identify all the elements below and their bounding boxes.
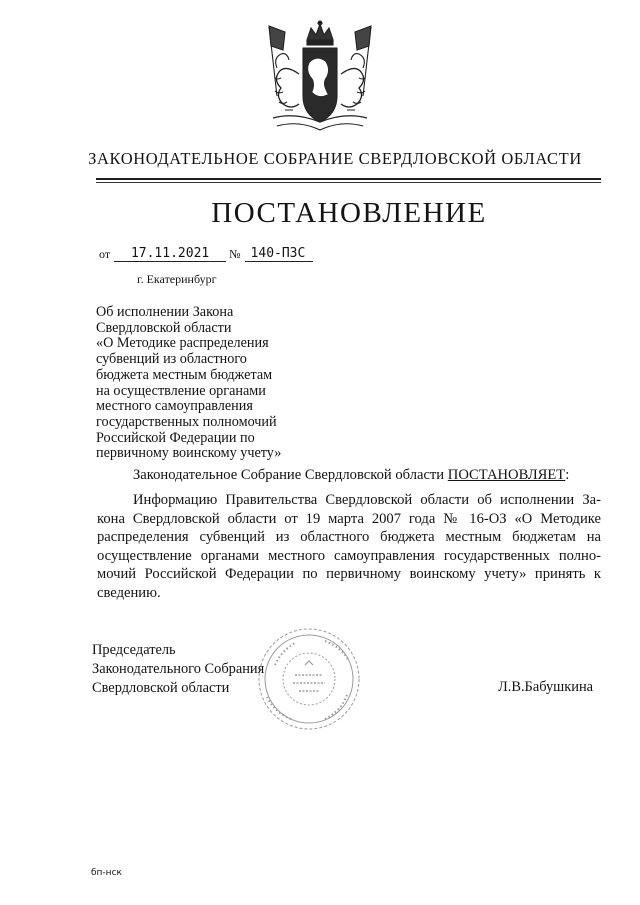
position-line: Свердловской области (92, 680, 230, 696)
paragraph-line: Информацию Правительства Свердловской области об исполнении За- (133, 492, 601, 508)
organization-name: ЗАКОНОДАТЕЛЬНОЕ СОБРАНИЕ СВЕРДЛОВСКОЙ ОБЛАСТИ (88, 149, 582, 168)
document-type-title: ПОСТАНОВЛЕНИЕ (211, 197, 487, 229)
decree-punct: : (565, 467, 570, 483)
paragraph-line: осуществление органами местного самоуправления государственных полно- (97, 547, 601, 564)
subject-line: на осуществление органами (96, 382, 266, 399)
coat-of-arms-icon (255, 18, 385, 136)
subject-line: «О Методике распределения (96, 335, 269, 352)
document-date: 17.11.2021 (114, 246, 226, 262)
decree-verb: ПОСТАНОВЛЯЕТ (447, 467, 566, 483)
position-line: Председатель (92, 642, 176, 658)
position-line: Законодательного Собрания (92, 661, 265, 677)
paragraph-line: распределения субвенций из областного бюджета местным бюджетам на (97, 529, 601, 546)
paragraph-line: кона Свердловской области от 19 марта 2007 года № 16-ОЗ «О Методике (97, 510, 601, 527)
subject-line: государственных полномочий (96, 413, 277, 430)
paragraph-line: мочий Российской Федерации по первичному воинскому учету» принять к (97, 566, 601, 583)
footer-code: бп-нск (91, 868, 122, 878)
subject-line: субвенций из областного (96, 351, 247, 368)
decree-paragraph (97, 491, 601, 603)
paragraph-line: сведению. (97, 584, 161, 601)
document-number: 140-ПЗС (245, 246, 313, 262)
subject-line: Об исполнении Закона (96, 304, 234, 320)
subject-line: первичному воинскому учету» (96, 445, 282, 462)
subject-line: Свердловской области (96, 319, 232, 336)
header-divider (96, 178, 601, 180)
decree-text: Законодательное Собрание Свердловской области (133, 467, 445, 483)
subject-line: бюджета местным бюджетам (96, 366, 273, 383)
date-prefix: от (99, 247, 111, 261)
subject-line: Российской Федерации по (96, 429, 255, 446)
signature-position (92, 641, 264, 698)
official-seal-icon (255, 625, 363, 733)
header-divider-thin (96, 182, 601, 183)
signer-name: Л.В.Бабушкина (498, 679, 594, 695)
decree-statement (133, 467, 569, 484)
number-prefix: № (229, 247, 241, 261)
document-date-number (99, 246, 313, 262)
document-subject (96, 305, 356, 462)
document-city: г. Екатеринбург (137, 272, 217, 286)
subject-line: местного самоуправления (96, 398, 253, 415)
